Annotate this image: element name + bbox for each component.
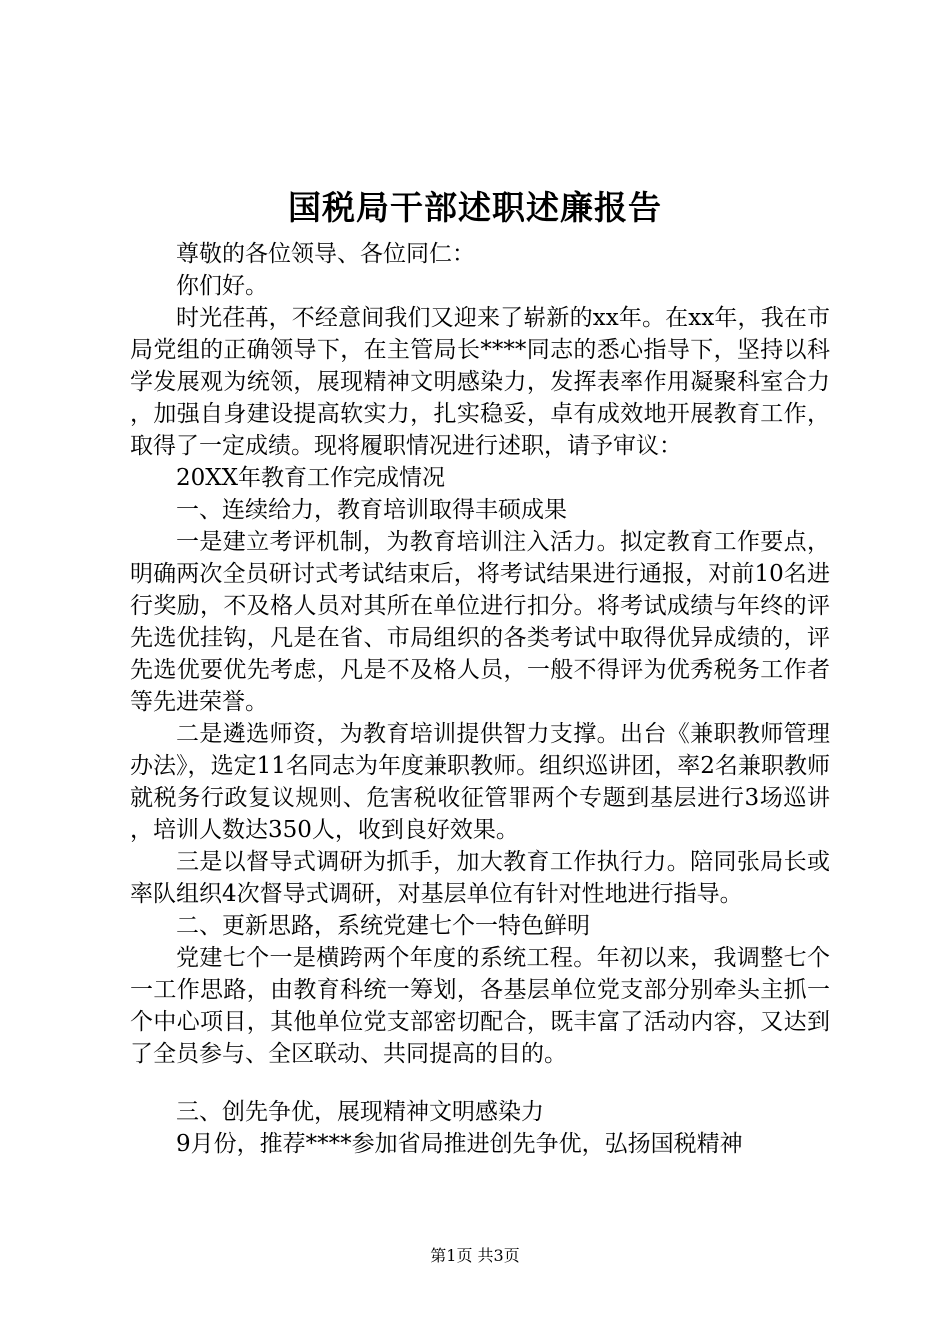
paragraph-assessment: 一是建立考评机制，为教育培训注入活力。拟定教育工作要点，明确两次全员研讨式考试结束后，将考试结果进行通报，对前10名进行奖励，不及格人员对其所在单位进行扣分。将考试成绩与年终的评先选优挂钩，凡是在省、市局组织的各类考试中取得优异成绩的，评先选优要优先考虑，凡是不及格人员，一般不得评为优秀税务工作者等先进荣誉。 — [130, 529, 830, 715]
paragraph-september: 9月份，推荐****参加省局推进创先争优，弘扬国税精神 — [176, 1131, 743, 1157]
greeting: 你们好。 — [176, 273, 268, 299]
paragraph-supervision: 三是以督导式调研为抓手，加大教育工作执行力。陪同张局长或率队组织4次督导式调研，对基层单位有针对性地进行指导。 — [130, 849, 830, 907]
document-title: 国税局干部述职述廉报告 — [288, 188, 662, 227]
document-body — [130, 238, 830, 1160]
section-heading-2: 二、更新思路，系统党建七个一特色鲜明 — [176, 913, 590, 939]
paragraph-party-building: 党建七个一是横跨两个年度的系统工程。年初以来，我调整七个一工作思路，由教育科统一筹划，各基层单位党支部分别牵头主抓一个中心项目，其他单位党支部密切配合，既丰富了活动内容，又达到了全员参与、全区联动、共同提高的目的。 — [130, 945, 830, 1067]
intro-paragraph: 时光荏苒，不经意间我们又迎来了崭新的xx年。在xx年，我在市局党组的正确领导下，在主管局长****同志的悉心指导下，坚持以科学发展观为统领，展现精神文明感染力，发挥表率作用凝聚科室合力，加强自身建设提高软实力，扎实稳妥，卓有成效地开展教育工作，取得了一定成绩。现将履职情况进行述职，请予审议： — [130, 305, 830, 459]
page-number-footer: 第1页 共3页 — [430, 1246, 520, 1265]
section-heading-1: 一、连续给力，教育培训取得丰硕成果 — [176, 497, 567, 523]
section-heading-summary: 20XX年教育工作完成情况 — [176, 465, 446, 491]
paragraph-teachers: 二是遴选师资，为教育培训提供智力支撑。出台《兼职教师管理办法》，选定11名同志为年度兼职教师。组织巡讲团，率2名兼职教师就税务行政复议规则、危害税收征管罪两个专题到基层进行3场巡讲，培训人数达350人，收到良好效果。 — [130, 721, 830, 843]
salutation: 尊敬的各位领导、各位同仁： — [176, 241, 475, 267]
section-heading-3: 三、创先争优，展现精神文明感染力 — [176, 1099, 544, 1125]
